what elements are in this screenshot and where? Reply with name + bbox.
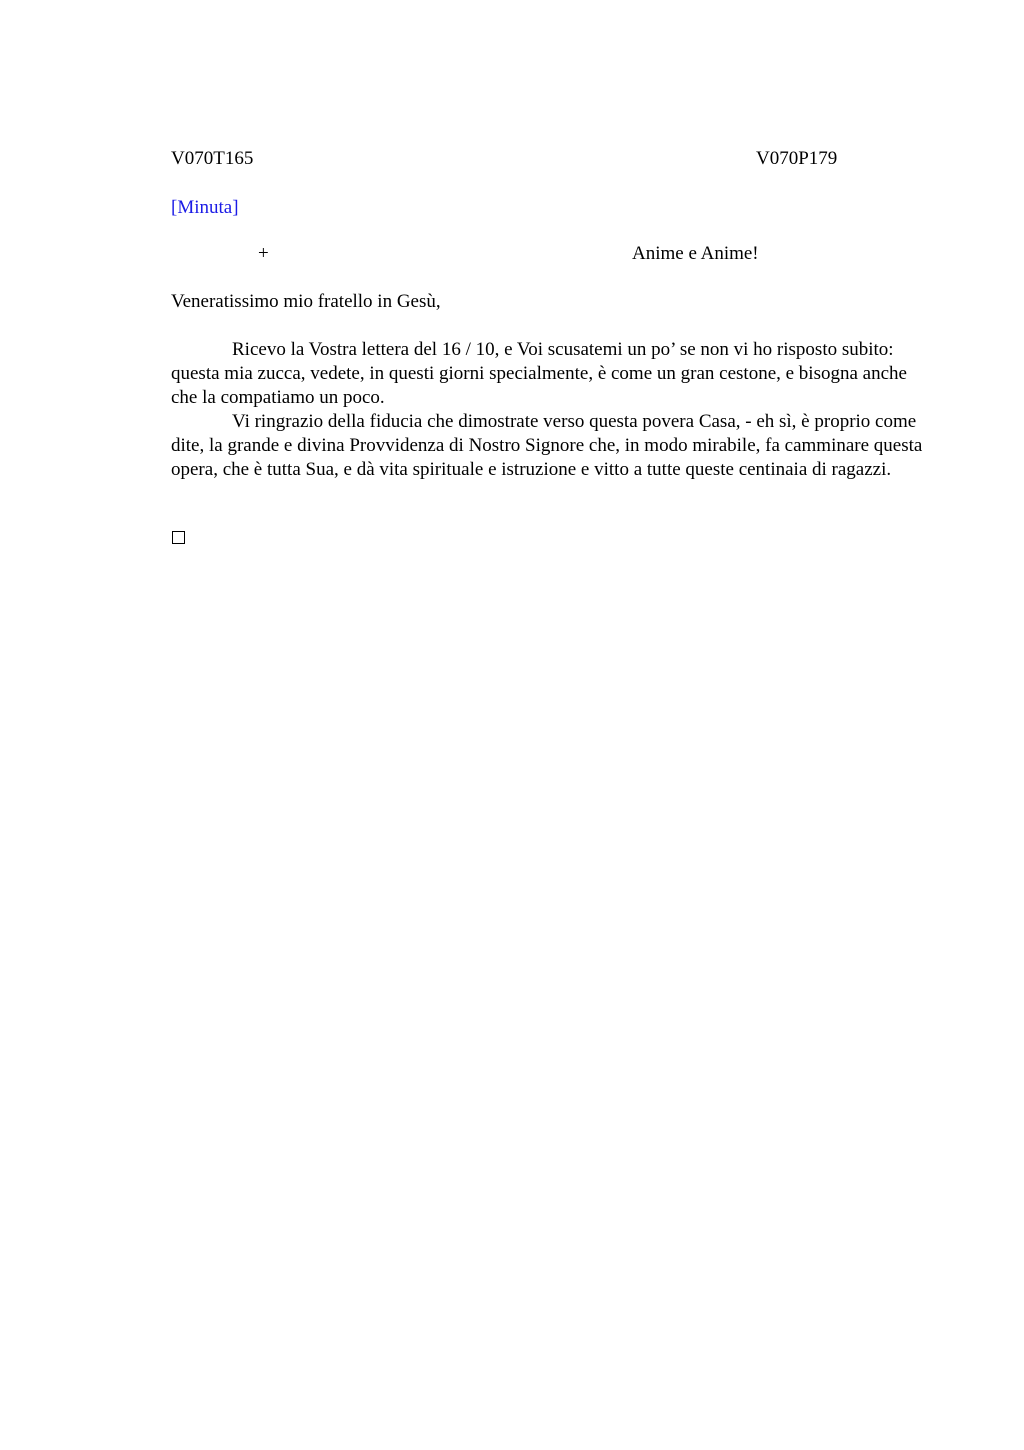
paragraph-2: Vi ringrazio della fiducia che dimostrate verso questa povera Casa, - eh sì, è proprio come dite, la grande e divina Provvidenza di Nostro Signore che, in modo mirabile, fa camminare questa opera, che è tutta Sua, e dà vita spirituale e istruzione e vitto a tutte queste centinaia di ragazzi. [171,411,923,480]
salutation: Veneratissimo mio fratello in Gesù, [171,291,441,312]
motto: Anime e Anime! [632,243,759,264]
cross-symbol: + [258,243,269,264]
document-code-right: V070P179 [756,148,838,169]
minuta-label: [Minuta] [171,197,239,218]
empty-square-icon [172,531,185,544]
letter-body [171,338,933,482]
paragraph-1: Ricevo la Vostra lettera del 16 / 10, e Voi scusatemi un po’ se non vi ho risposto subito: questa mia zucca, vedete, in questi giorni specialmente, è come un gran cestone, e bisogna anche che la compatiamo un poco. [171,339,907,408]
document-code-left: V070T165 [171,148,254,169]
